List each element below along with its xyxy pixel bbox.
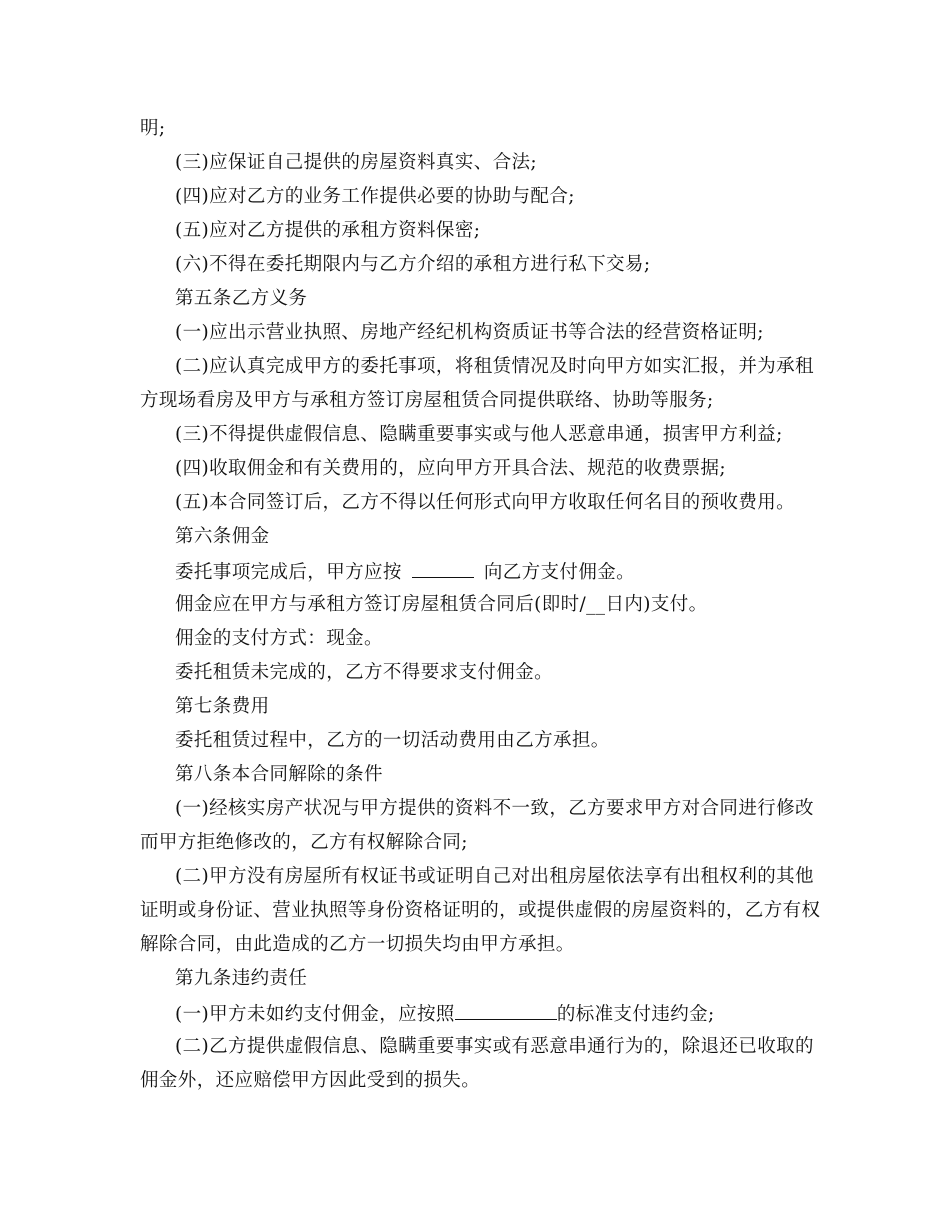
article-heading: 第六条佣金 bbox=[175, 526, 270, 547]
clause-item: (二)乙方提供虚假信息、隐瞒重要事实或有恶意串通行为的，除退还已收取的 bbox=[175, 1036, 814, 1057]
text-segment: 向乙方支付佣金。 bbox=[483, 562, 636, 583]
text-line: 委托租赁过程中，乙方的一切活动费用由乙方承担。 bbox=[175, 730, 610, 751]
text-segment: 委托事项完成后，甲方应按 bbox=[175, 562, 402, 583]
text-segment: 的标准支付违约金; bbox=[556, 1004, 715, 1025]
text-line: 佣金应在甲方与承租方签订房屋租赁合同后(即时/__日内)支付。 bbox=[175, 594, 708, 615]
blank-field bbox=[412, 559, 474, 578]
clause-item: (二)甲方没有房屋所有权证书或证明自己对出租房屋依法享有出租权利的其他 bbox=[175, 866, 814, 887]
article-heading: 第七条费用 bbox=[175, 696, 270, 717]
blank-field bbox=[455, 1001, 557, 1020]
text-line: 证明或身份证、营业执照等身份资格证明的，或提供虚假的房屋资料的，乙方有权 bbox=[140, 900, 821, 921]
commission-line bbox=[175, 559, 635, 585]
text-line: 佣金的支付方式：现金。 bbox=[175, 628, 383, 649]
text-line: 委托租赁未完成的，乙方不得要求支付佣金。 bbox=[175, 662, 554, 683]
clause-item: (六)不得在委托期限内与乙方介绍的承租方进行私下交易; bbox=[175, 254, 651, 275]
article-heading: 第八条本合同解除的条件 bbox=[175, 764, 383, 785]
clause-item: (一)经核实房产状况与甲方提供的资料不一致，乙方要求甲方对合同进行修改 bbox=[175, 798, 814, 819]
text-line: 佣金外，还应赔偿甲方因此受到的损失。 bbox=[140, 1070, 481, 1091]
text-line: 而甲方拒绝修改的，乙方有权解除合同; bbox=[140, 832, 468, 853]
text-segment: (一)甲方未如约支付佣金，应按照 bbox=[175, 1004, 455, 1025]
clause-item: (二)应认真完成甲方的委托事项，将租赁情况及时向甲方如实汇报，并为承租 bbox=[175, 356, 814, 377]
clause-item: (一)应出示营业执照、房地产经纪机构资质证书等合法的经营资格证明; bbox=[175, 322, 764, 343]
text-line: 方现场看房及甲方与承租方签订房屋租赁合同提供联络、协助等服务; bbox=[140, 390, 714, 411]
article-heading: 第九条违约责任 bbox=[175, 968, 308, 989]
text-line: 解除合同，由此造成的乙方一切损失均由甲方承担。 bbox=[140, 934, 575, 955]
text-line: 明; bbox=[140, 118, 166, 139]
article-heading: 第五条乙方义务 bbox=[175, 288, 308, 309]
clause-item: (三)应保证自己提供的房屋资料真实、合法; bbox=[175, 152, 538, 173]
clause-item: (四)收取佣金和有关费用的，应向甲方开具合法、规范的收费票据; bbox=[175, 458, 727, 479]
clause-item: (四)应对乙方的业务工作提供必要的协助与配合; bbox=[175, 186, 575, 207]
clause-item: (五)应对乙方提供的承租方资料保密; bbox=[175, 220, 481, 241]
penalty-line bbox=[175, 1001, 715, 1027]
clause-item: (五)本合同签订后，乙方不得以任何形式向甲方收取任何名目的预收费用。 bbox=[175, 492, 796, 513]
clause-item: (三)不得提供虚假信息、隐瞒重要事实或与他人恶意串通，损害甲方利益; bbox=[175, 424, 783, 445]
